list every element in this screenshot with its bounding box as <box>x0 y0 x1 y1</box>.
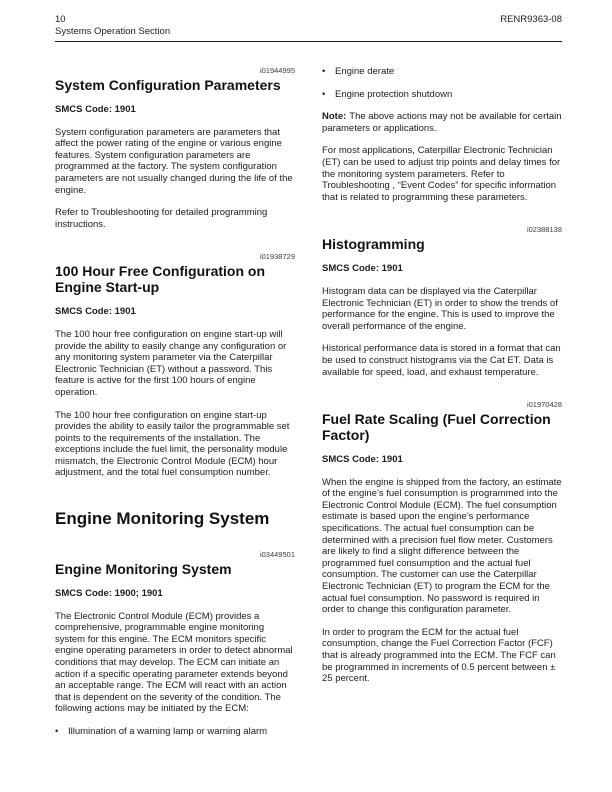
paragraph: The 100 hour free configuration on engine start-up will provide the ability to easily change any configuration or any monitoring system parameter via the Caterpillar Electronic Technician (ET) without a password. This feature is active for the first 100 hours of engine operation. <box>55 328 287 398</box>
paragraph: In order to program the ECM for the actual fuel consumption, change the Fuel Correction Factor (FCF) that is already programmed into the ECM. The FCF can be programmed in increments of 0.5 percent between ± 25 percent. <box>322 626 556 685</box>
bullet-icon <box>322 89 335 101</box>
pub-id: i01938729 <box>259 252 295 262</box>
page-number: 10 <box>55 14 66 25</box>
bullet-text: Engine derate <box>335 66 395 77</box>
paragraph: The 100 hour free configuration on engine start-up provides the ability to easily tailor the programmable set points to the requirements of the installation. The exceptions include the fuel limit, the personality module mismatch, the Electronic Control Module (ECM) hour adjustment, and the total fuel consumption number. <box>55 409 290 479</box>
bullet-icon <box>55 726 68 738</box>
section-title: Systems Operation Section <box>55 26 171 37</box>
bullet-item <box>55 726 295 738</box>
section-heading-system-configuration: System Configuration Parameters <box>55 77 281 93</box>
section-heading-histogramming: Histogramming <box>322 236 425 253</box>
header-rule <box>55 41 562 42</box>
bullet-text: Illumination of a warning lamp or warning alarm <box>68 726 268 737</box>
paragraph: For most applications, Caterpillar Electronic Technician (ET) can be used to adjust trip points and delay times for the monitoring system parameters. Refer to Troubleshooting , “Event Codes” for specific information that is related to programming these parameters. <box>322 145 561 203</box>
smcs-code: SMCS Code: 1901 <box>322 454 403 466</box>
column-right <box>322 66 562 738</box>
paragraph: Refer to Troubleshooting for detailed programming instructions. <box>55 207 268 230</box>
chapter-heading-engine-monitoring-system: Engine Monitoring System <box>55 509 270 529</box>
note-paragraph <box>322 111 562 134</box>
page-header <box>55 14 562 42</box>
pub-id: i01944995 <box>259 66 295 75</box>
bullet-text: Engine protection shutdown <box>335 88 453 100</box>
paragraph: Historical performance data is stored in a format that can be used to construct histograms via the Cat ET. Data is available for speed, load, and exhaust temperature. <box>322 343 561 378</box>
paragraph: The Electronic Control Module (ECM) provides a comprehensive, programmable engine monitoring system for this engine. The ECM monitors specific engine operating parameters in order to detect abnormal conditions that may develop. The ECM can initiate an action if a specific operating parameter extends beyond an acceptable range. The ECM will react with an action that is dependent on the severity of the condition. The following actions may be initiated by the ECM: <box>55 610 293 715</box>
section-heading-100-hour-free-configuration: 100 Hour Free Configuration on Engine Start-up <box>55 263 266 296</box>
two-column-layout <box>55 66 562 738</box>
smcs-code: SMCS Code: 1900; 1901 <box>55 588 163 600</box>
paragraph: When the engine is shipped from the factory, an estimate of the engine’s fuel consumption is programmed into the Electronic Control Module (ECM). The fuel consumption estimate is based upon the engine’s performance specifications. The actual fuel consumption can be determined with a precision fuel flow meter. Customers are likely to find a slight difference between the programmed fuel consumption and the actual fuel consumption. The customer can use the Caterpillar Electronic Technician (ET) to program the ECM for the actual fuel consumption. No password is required in order to change this configuration parameter. <box>322 476 562 616</box>
note-text: The above actions may not be available for certain parameters or applications. <box>322 111 562 134</box>
doc-number: RENR9363-08 <box>500 14 562 25</box>
pub-id: i01970428 <box>526 400 562 410</box>
pub-id: i03449501 <box>259 550 295 560</box>
bullet-item <box>322 89 562 101</box>
column-left <box>55 66 295 738</box>
bullet-item <box>322 66 562 78</box>
paragraph: System configuration parameters are parameters that affect the power rating of the engine or various engine features. System configuration parameters are programmed at the factory. The system configuration parameters are not usually changed during the life of the engine. <box>55 126 293 196</box>
section-heading-fuel-rate-scaling: Fuel Rate Scaling (Fuel Correction Factor) <box>322 411 551 444</box>
bullet-icon <box>322 66 335 78</box>
smcs-code: SMCS Code: 1901 <box>322 263 403 275</box>
section-heading-engine-monitoring-system: Engine Monitoring System <box>55 561 232 578</box>
note-label: Note: <box>322 111 347 123</box>
pub-id: i02388138 <box>526 225 562 235</box>
smcs-code: SMCS Code: 1901 <box>55 306 136 318</box>
smcs-code: SMCS Code: 1901 <box>55 104 136 115</box>
paragraph: Histogram data can be displayed via the Caterpillar Electronic Technician (ET) in order to show the trends of performance for the engine. This is used to improve the overall performance of the engine. <box>322 285 558 332</box>
